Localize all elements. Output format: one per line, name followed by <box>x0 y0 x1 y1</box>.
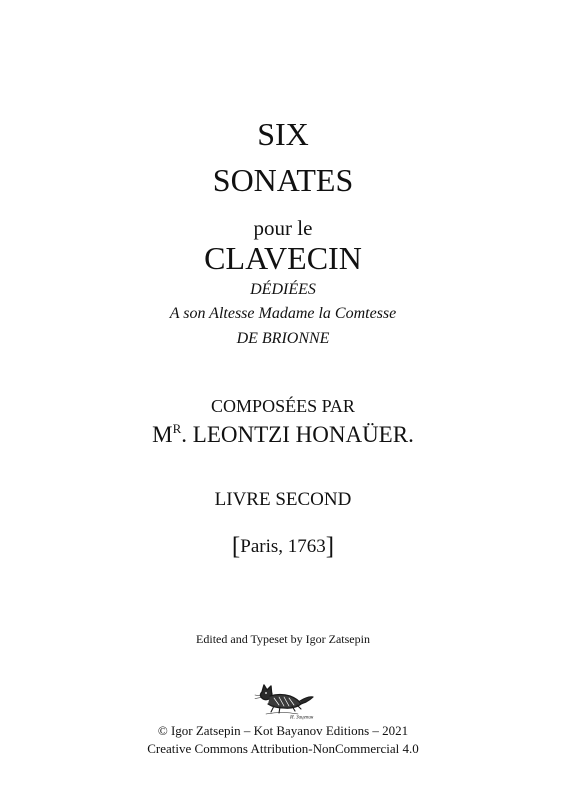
publication-line <box>0 534 566 559</box>
copyright-line: © Igor Zatsepin – Kot Bayanov Editions – 2021 <box>157 723 409 738</box>
dedication-line-2: DE BRIONNE <box>236 330 330 347</box>
title-clavecin: CLAVECIN <box>204 240 362 276</box>
book-number: LIVRE SECOND <box>214 489 352 510</box>
close-bracket: ] <box>325 533 335 560</box>
title-six: SIX <box>257 116 309 152</box>
composer-line <box>0 423 566 446</box>
license-line: Creative Commons Attribution-NonCommercial 4.0 <box>147 741 419 756</box>
composer-prefix: M <box>152 422 173 447</box>
composer-intro: COMPOSÉES PAR <box>211 396 355 416</box>
composer-prefix-superscript: R <box>172 421 182 436</box>
logo-signature: И. Зацепин <box>290 715 314 720</box>
cat-logo-icon <box>252 680 318 720</box>
composer-name: . LEONTZI HONAÜER. <box>181 422 414 447</box>
title-pour-le: pour le <box>253 216 313 240</box>
open-bracket: [ <box>231 533 241 560</box>
editor-note: Edited and Typeset by Igor Zatsepin <box>196 632 370 646</box>
dedication-heading: DÉDIÉES <box>250 281 316 298</box>
dedication-line-1: A son Altesse Madame la Comtesse <box>169 305 397 322</box>
title-sonates: SONATES <box>212 162 354 198</box>
publication-text: Paris, 1763 <box>240 536 326 557</box>
